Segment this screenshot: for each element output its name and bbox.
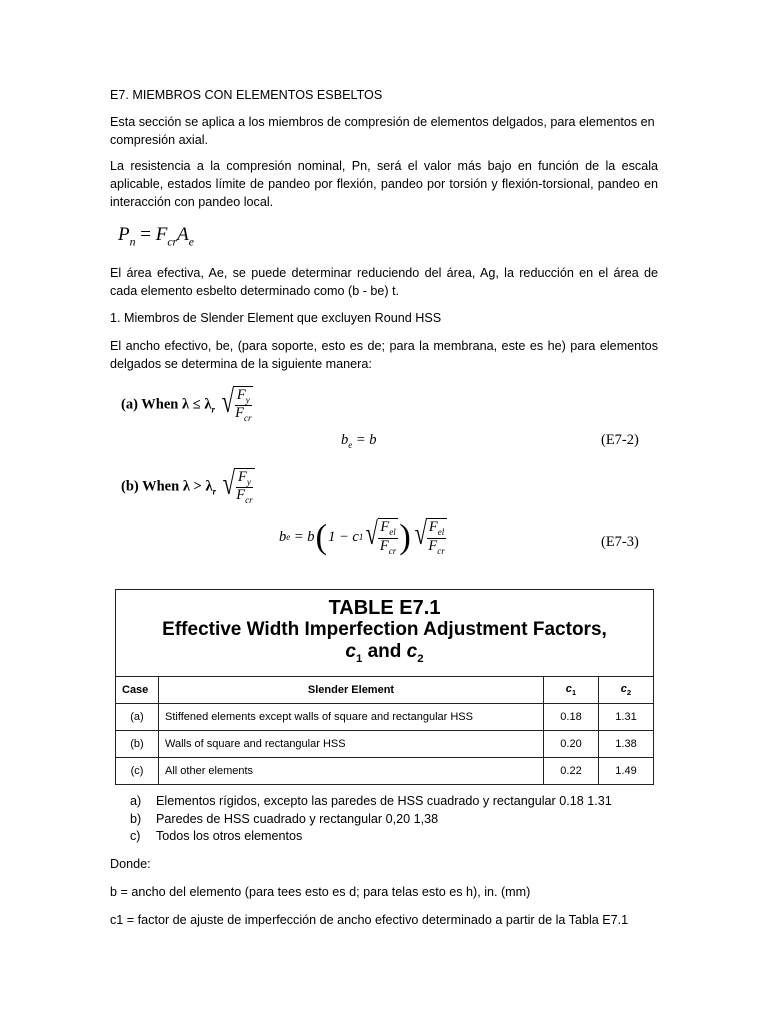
paragraph-nominal-strength: La resistencia a la compresión nominal, Pn, será el valor más bajo en función de la escala aplicable, estados límite de pandeo por flexión, pandeo por torsión y flexión-torsional, pandeo en interacción con pandeo local. <box>110 159 658 209</box>
paragraph-effective-area: El área efectiva, Ae, se puede determinar reduciendo del área, Ag, la reducción en el área de cada elemento esbelto determinado como (b - be) t. <box>110 266 658 298</box>
table-row <box>116 731 654 758</box>
equation-e7-3: b e = b ( 1 − c 1 √ $\frac{F_{el}}{F_{cr}}$ ) √ $\frac{F_{el}}{F_{cr}}$ <box>279 516 445 556</box>
table-title <box>116 590 654 677</box>
table-title-line3: $c_1$ and $c_2$ <box>345 640 424 665</box>
paragraph-scope: Esta sección se aplica a los miembros de compresión de elementos delgados, para elementos en compresión axial. <box>110 115 655 147</box>
section-heading: E7. MIEMBROS CON ELEMENTOS ESBELTOS <box>110 88 383 102</box>
case-a-condition: (a) When $\lambda \le \lambda_r$ √ $\frac{F_y}{F_{cr}}$ <box>121 384 252 424</box>
equation-e7-2: $b_e = b$ <box>341 432 377 451</box>
table-title-line1: TABLE E7.1 <box>328 596 441 619</box>
table-header-row <box>116 677 654 704</box>
cell-element: Walls of square and rectangular HSS <box>159 731 544 758</box>
list-item: c) Todos los otros elementos <box>130 829 303 843</box>
cell-c1: 0.22 <box>544 758 599 785</box>
subsection-heading: 1. Miembros de Slender Element que excluyen Round HSS <box>110 311 442 325</box>
cell-case: (b) <box>116 731 159 758</box>
cell-case: (c) <box>116 758 159 785</box>
equation-number-e7-3: (E7-3) <box>601 534 639 550</box>
definition-c1: c1 = factor de ajuste de imperfección de ancho efectivo determinado a partir de la Tabla E7.1 <box>110 913 629 927</box>
header-slender-element: Slender Element <box>159 677 544 704</box>
table-title-line2: Effective Width Imperfection Adjustment Factors, <box>162 618 607 640</box>
donde-label: Donde: <box>110 857 151 871</box>
cell-element: All other elements <box>159 758 544 785</box>
equation-number-e7-2: (E7-2) <box>601 432 639 448</box>
table-e7-1 <box>115 589 654 785</box>
cell-c2: 1.38 <box>599 731 654 758</box>
cell-case: (a) <box>116 704 159 731</box>
table-row <box>116 704 654 731</box>
paragraph-effective-width: El ancho efectivo, be, (para soporte, esto es de; para la membrana, este es he) para elementos delgados se determina de la siguiente manera: <box>110 339 658 371</box>
cell-element: Stiffened elements except walls of square and rectangular HSS <box>159 704 544 731</box>
definition-b: b = ancho del elemento (para tees esto es d; para telas esto es h), in. (mm) <box>110 885 531 899</box>
cell-c1: 0.20 <box>544 731 599 758</box>
cell-c2: 1.31 <box>599 704 654 731</box>
header-case: Case <box>116 677 159 704</box>
table-row <box>116 758 654 785</box>
header-c1: $c_1$ <box>544 677 599 704</box>
list-item: b) Paredes de HSS cuadrado y rectangular 0,20 1,38 <box>130 812 439 826</box>
cell-c2: 1.49 <box>599 758 654 785</box>
case-b-condition: (b) When $\lambda > \lambda_r$ √ $\frac{F_y}{F_{cr}}$ <box>121 466 253 506</box>
list-item: a) Elementos rígidos, excepto las paredes de HSS cuadrado y rectangular 0.18 1.31 <box>130 794 612 808</box>
equation-pn: $P_n = F_{cr}A_e$ <box>118 224 194 249</box>
header-c2: $c_2$ <box>599 677 654 704</box>
cell-c1: 0.18 <box>544 704 599 731</box>
